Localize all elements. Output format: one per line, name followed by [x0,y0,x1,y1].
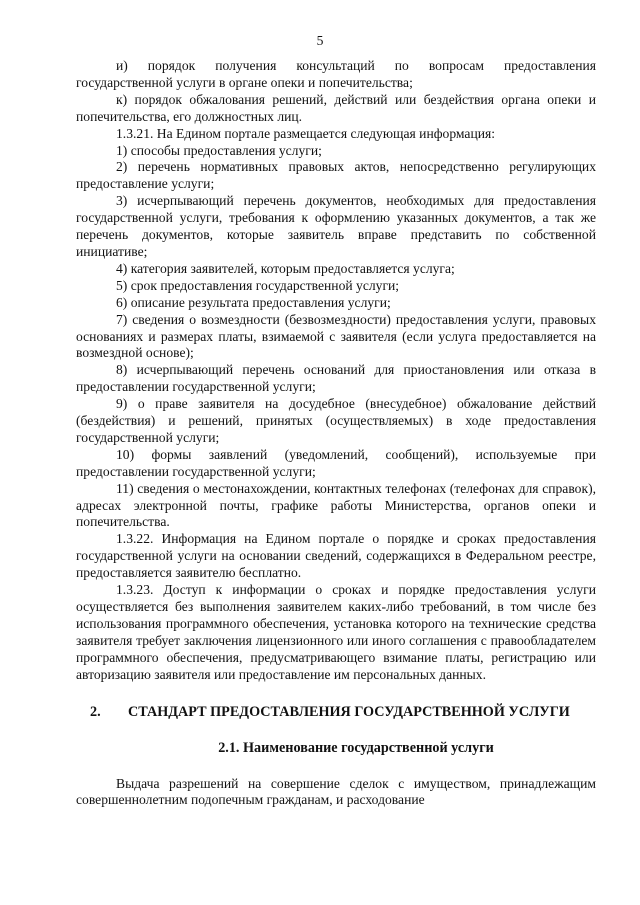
paragraph: 1.3.22. Информация на Едином портале о порядке и сроках предоставления государственной услуги на основании сведений, содержащихся в Федеральном реестре, предоставляется заявителю бесплатно. [76,531,596,581]
page-number: 5 [316,33,324,48]
paragraph: 1) способы предоставления услуги; [116,142,322,158]
paragraph: Выдача разрешений на совершение сделок с имуществом, принадлежащим совершеннолетним подопечным гражданам, и расходование [76,775,596,808]
paragraph: 10) формы заявлений (уведомлений, сообщений), используемые при предоставлении государственной услуги; [76,446,596,479]
paragraph: 3) исчерпывающий перечень документов, необходимых для предоставления государственной услуги, требования к оформлению указанных документов, а так же перечень документов, которые заявитель вправе представить по собственной инициативе; [76,193,596,259]
paragraph: 4) категория заявителей, которым предоставляется услуга; [116,260,455,276]
section-title: СТАНДАРТ ПРЕДОСТАВЛЕНИЯ ГОСУДАРСТВЕННОЙ УСЛУГИ [128,703,570,720]
paragraph: 1.3.21. На Едином портале размещается следующая информация: [116,125,496,141]
paragraph: 7) сведения о возмездности (безвозмездности) предоставления услуги, правовых основаниях и размерах платы, взимаемой с заявителя (если услуга предоставляется на возмездной основе); [76,311,596,361]
paragraph: 2) перечень нормативных правовых актов, непосредственно регулирующих предоставление услуги; [76,159,596,192]
section-heading [76,704,596,721]
subsection-heading: 2.1. Наименование государственной услуги [218,739,494,756]
document-body [76,58,596,809]
paragraph: 8) исчерпывающий перечень оснований для приостановления или отказа в предоставлении государственной услуги; [76,362,596,395]
paragraph: 9) о праве заявителя на досудебное (внесудебное) обжалование действий (бездействия) и решений, принятых (осуществляемых) в ходе предоставления государственной услуги; [76,396,596,445]
paragraph: 11) сведения о местонахождении, контактных телефонах (телефонах для справок), адресах электронной почты, графике работы Министерства, органов опеки и попечительства. [76,480,596,530]
section-number: 2. [90,703,101,720]
paragraph: 1.3.23. Доступ к информации о сроках и порядке предоставления услуги осуществляется без выполнения заявителем каких-либо требований, в том числе без использования программного обеспечения, установка которого на технические средства заявителя требует заключения лицензионного или иного соглашения с правообладателем программного обеспечения, предусматривающего взимание платы, регистрацию или авторизацию заявителя или предоставление им персональных данных. [76,582,596,682]
paragraph: 5) срок предоставления государственной услуги; [116,277,400,293]
paragraph: 6) описание результата предоставления услуги; [116,294,391,310]
paragraph: и) порядок получения консультаций по вопросам предоставления государственной услуги в органе опеки и попечительства; [76,58,596,90]
paragraph: к) порядок обжалования решений, действий или бездействия органа опеки и попечительства, его должностных лиц. [76,91,596,124]
